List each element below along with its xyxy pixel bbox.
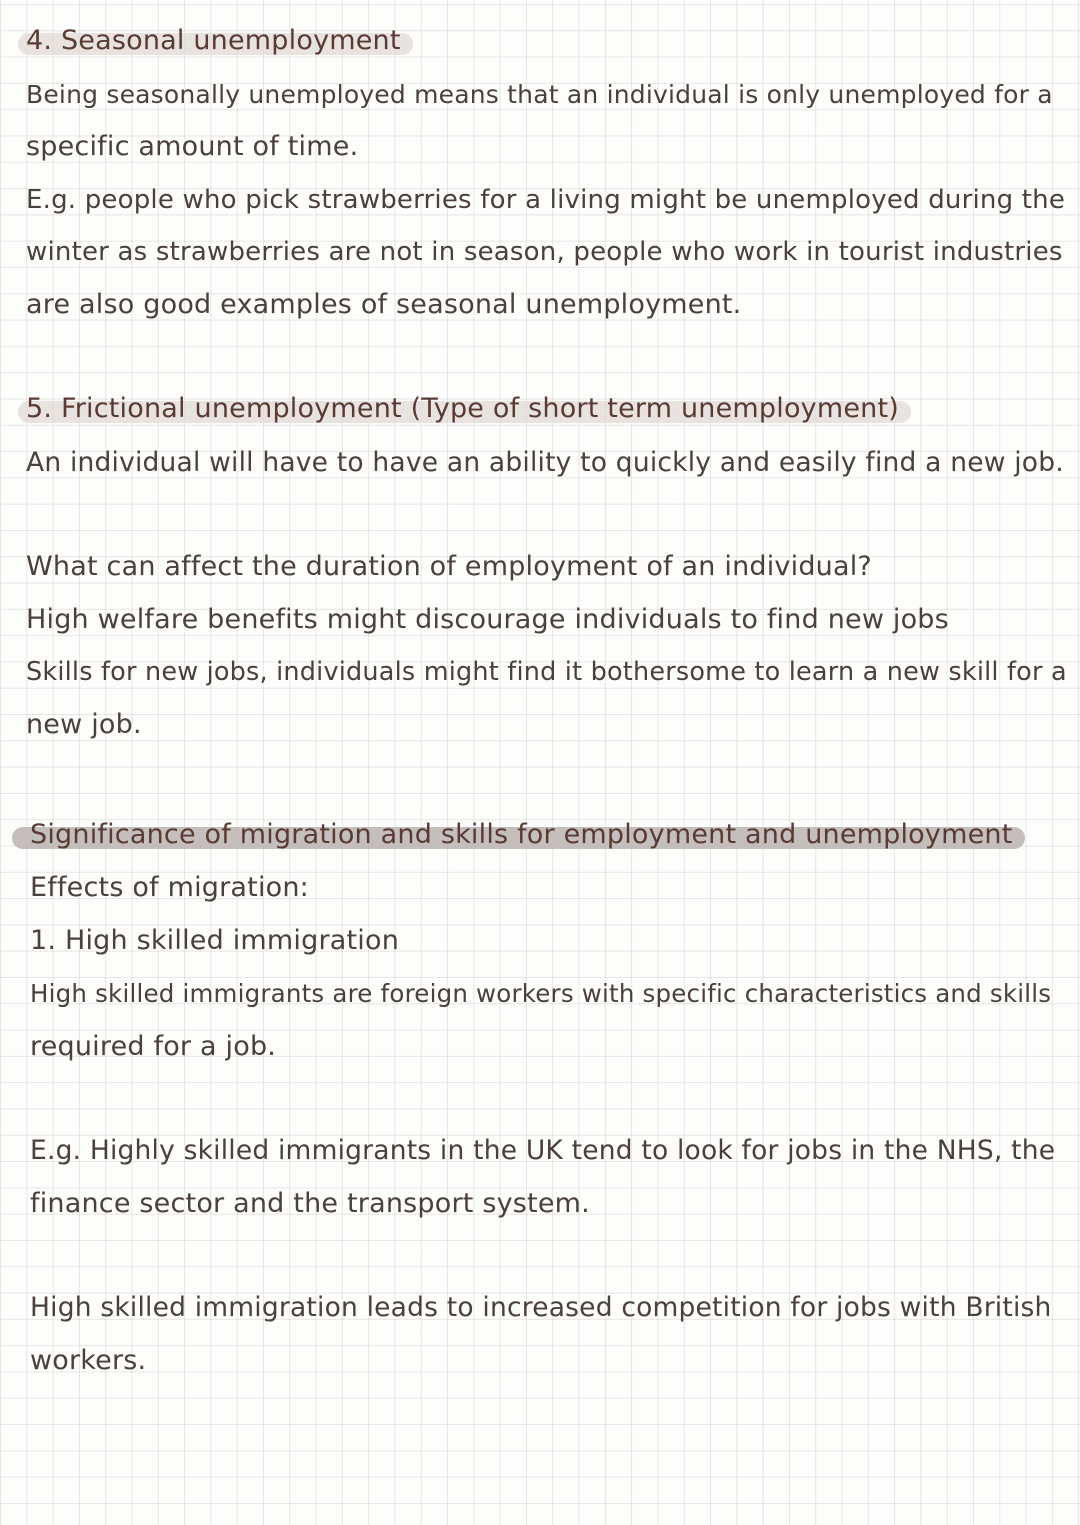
heading-highlight: Significance of migration and skills for employment and unemployment xyxy=(30,819,1013,850)
text-line: are also good examples of seasonal unemployment. xyxy=(26,289,742,320)
text-line: High skilled immigration leads to increased competition for jobs with British xyxy=(30,1292,1052,1323)
text-line: Skills for new jobs, individuals might find it bothersome to learn a new skill for a xyxy=(26,657,1067,687)
text-line: specific amount of time. xyxy=(26,131,359,162)
text-line: finance sector and the transport system. xyxy=(30,1188,590,1219)
text-line: High welfare benefits might discourage individuals to find new jobs xyxy=(26,604,949,635)
question-line: What can affect the duration of employment of an individual? xyxy=(26,551,872,582)
text-line: new job. xyxy=(26,709,142,740)
heading-frictional-unemployment xyxy=(26,392,899,426)
text-line: An individual will have to have an ability to quickly and easily find a new job. xyxy=(26,447,1064,478)
text-line: required for a job. xyxy=(30,1031,277,1062)
text-line: workers. xyxy=(30,1345,147,1376)
heading-highlight: 5. Frictional unemployment (Type of short term unemployment) xyxy=(26,393,900,424)
subheading-high-skilled-immigration: 1. High skilled immigration xyxy=(30,925,400,956)
subheading-effects-of-migration: Effects of migration: xyxy=(30,872,309,903)
text-line: winter as strawberries are not in season, people who work in tourist industries xyxy=(26,237,1063,267)
heading-migration-significance xyxy=(30,818,1013,852)
heading-seasonal-unemployment xyxy=(26,24,401,58)
text-line: High skilled immigrants are foreign workers with specific characteristics and skills xyxy=(30,979,1052,1008)
text-line: Being seasonally unemployed means that an individual is only unemployed for a xyxy=(26,80,1053,109)
text-line: E.g. Highly skilled immigrants in the UK tend to look for jobs in the NHS, the xyxy=(30,1135,1056,1166)
heading-highlight: 4. Seasonal unemployment xyxy=(26,25,401,56)
text-line: E.g. people who pick strawberries for a living might be unemployed during the xyxy=(26,185,1066,215)
